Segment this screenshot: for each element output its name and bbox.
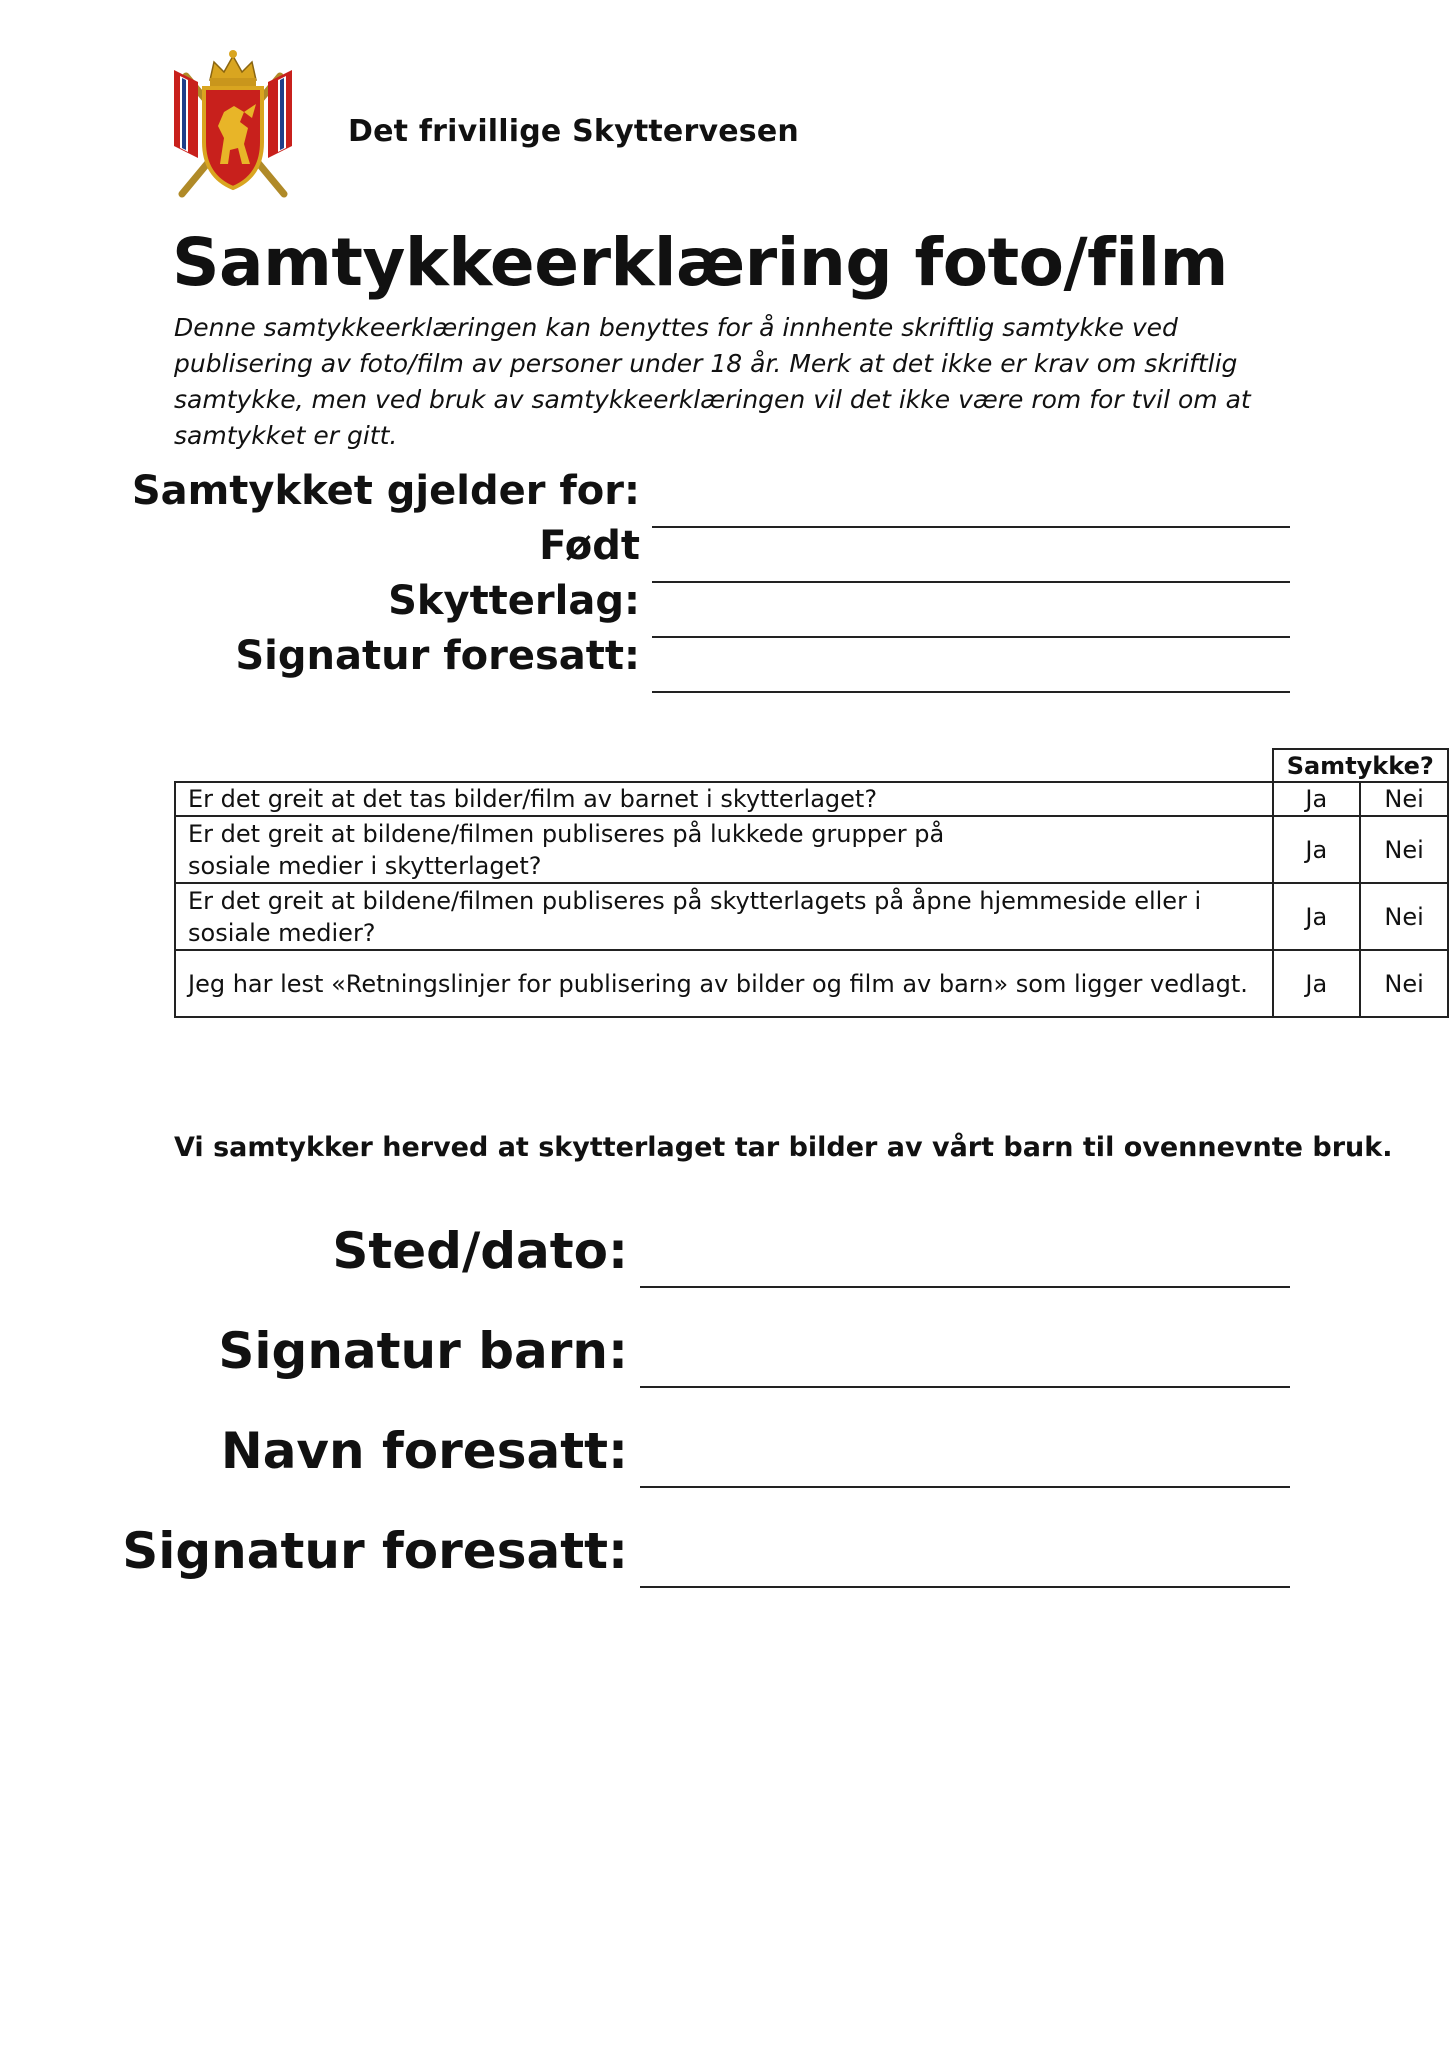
organization-name: Det frivillige Skyttervesen — [348, 114, 799, 149]
consent-column-header: Samtykke? — [1273, 749, 1449, 782]
field-signatur-barn — [0, 1322, 628, 1378]
consent-yes-option[interactable]: Ja — [1273, 816, 1361, 883]
field-line-fodt[interactable] — [652, 581, 1290, 583]
field-fodt — [0, 523, 640, 569]
consent-table-header-row — [175, 749, 1448, 782]
consent-yes-option[interactable]: Ja — [1273, 883, 1361, 950]
intro-text: Denne samtykkeerklæringen kan benyttes for å innhente skriftlig samtykke ved publisering av foto/film av personer under 18 år. Merk at det ikke er krav om skriftlig samtykke, men ved bruk av samtykkeerklæringen vil det ikke være rom for tvil om at samtykket er gitt. — [174, 313, 1251, 450]
field-samtykket-gjelder-for — [0, 468, 640, 514]
field-sted-dato — [0, 1222, 628, 1278]
field-line-signatur-foresatt-bottom[interactable] — [640, 1586, 1290, 1588]
field-line-signatur-barn[interactable] — [640, 1386, 1290, 1388]
field-line-sted-dato[interactable] — [640, 1286, 1290, 1288]
field-line-signatur-foresatt-top[interactable] — [652, 691, 1290, 693]
field-label: Signatur barn: — [218, 1322, 628, 1380]
table-row — [175, 950, 1448, 1017]
field-signatur-foresatt-top — [0, 633, 640, 679]
field-label: Signatur foresatt: — [235, 633, 640, 679]
field-label: Samtykket gjelder for: — [131, 468, 640, 514]
field-label: Signatur foresatt: — [122, 1522, 628, 1580]
consent-table — [174, 748, 1449, 1018]
field-label: Sted/dato: — [332, 1222, 628, 1280]
table-row — [175, 782, 1448, 816]
consent-yes-option[interactable]: Ja — [1273, 950, 1361, 1017]
consent-question: Er det greit at det tas bilder/film av barnet i skytterlaget? — [175, 782, 1273, 816]
field-line-navn-foresatt[interactable] — [640, 1486, 1290, 1488]
consent-no-option[interactable]: Nei — [1360, 816, 1448, 883]
table-row — [175, 816, 1448, 883]
table-row — [175, 883, 1448, 950]
field-signatur-foresatt-bottom — [0, 1522, 628, 1578]
page-title: Samtykkeerklæring foto/film — [172, 224, 1228, 301]
consent-question: Er det greit at bildene/filmen publiseres på lukkede grupper på sosiale medier i skytterlaget? — [175, 816, 1273, 883]
consent-no-option[interactable]: Nei — [1360, 782, 1448, 816]
field-label: Skytterlag: — [388, 578, 640, 624]
skyttervesen-crest-icon — [168, 46, 298, 198]
consent-question: Jeg har lest «Retningslinjer for publisering av bilder og film av barn» som ligger vedlagt. — [175, 950, 1273, 1017]
field-skytterlag — [0, 578, 640, 624]
declaration-text: Vi samtykker herved at skytterlaget tar bilder av vårt barn til ovennevnte bruk. — [174, 1132, 1393, 1163]
consent-yes-option[interactable]: Ja — [1273, 782, 1361, 816]
consent-no-option[interactable]: Nei — [1360, 950, 1448, 1017]
field-label: Født — [539, 523, 640, 569]
field-navn-foresatt — [0, 1422, 628, 1478]
consent-no-option[interactable]: Nei — [1360, 883, 1448, 950]
consent-question: Er det greit at bildene/filmen publiseres på skytterlagets på åpne hjemmeside eller i sosiale medier? — [175, 883, 1273, 950]
field-line-samtykket-gjelder-for[interactable] — [652, 526, 1290, 528]
field-label: Navn foresatt: — [220, 1422, 628, 1480]
field-line-skytterlag[interactable] — [652, 636, 1290, 638]
